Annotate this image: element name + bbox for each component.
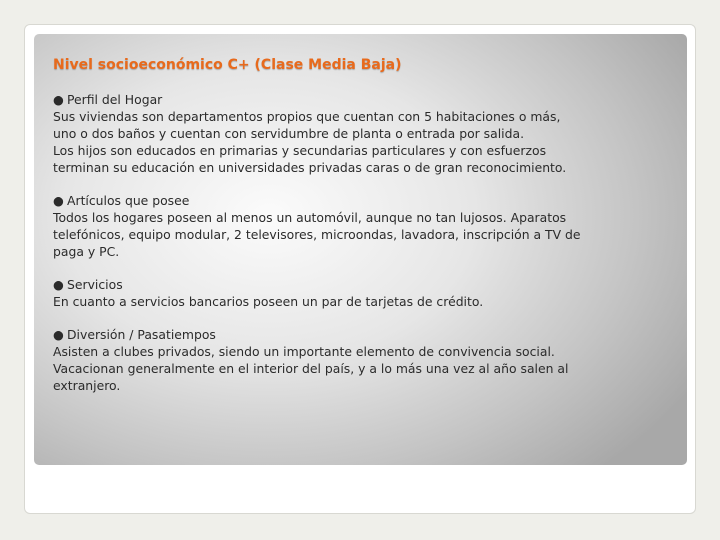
text-line: Asisten a clubes privados, siendo un importante elemento de convivencia social. [53, 344, 555, 359]
text-line: Vacacionan generalmente en el interior del país, y a lo más una vez al año salen al [53, 361, 569, 376]
text-line: uno o dos baños y cuentan con servidumbre de planta o entrada por salida. [53, 126, 525, 141]
text-line: extranjero. [53, 378, 121, 393]
section-heading [53, 192, 669, 209]
section-heading-text: Perfil del Hogar [67, 92, 163, 107]
section-perfil-hogar [53, 91, 669, 176]
section-heading-text: Artículos que posee [67, 193, 190, 208]
text-line: En cuanto a servicios bancarios poseen un par de tarjetas de crédito. [53, 294, 484, 309]
text-line: paga y PC. [53, 244, 120, 259]
text-line: terminan su educación en universidades privadas caras o de gran reconocimiento. [53, 160, 567, 175]
text-line: Los hijos son educados en primarias y secundarias particulares y con esfuerzos [53, 143, 547, 158]
text-line: Todos los hogares poseen al menos un automóvil, aunque no tan lujosos. Aparatos [53, 210, 567, 225]
text-line: telefónicos, equipo modular, 2 televisores, microondas, lavadora, inscripción a TV de [53, 227, 581, 242]
text-line: Sus viviendas son departamentos propios que cuentan con 5 habitaciones o más, [53, 109, 561, 124]
bullet-icon: ● [53, 92, 64, 107]
bullet-icon: ● [53, 193, 64, 208]
content-panel [34, 34, 687, 465]
slide-title: Nivel socioeconómico C+ (Clase Media Baja) [53, 57, 402, 73]
section-heading-text: Servicios [67, 277, 123, 292]
section-heading [53, 326, 669, 343]
section-heading [53, 276, 669, 293]
section-heading-text: Diversión / Pasatiempos [67, 327, 216, 342]
bullet-icon: ● [53, 327, 64, 342]
bullet-icon: ● [53, 277, 64, 292]
section-diversion [53, 326, 669, 394]
section-heading [53, 91, 669, 108]
section-articulos [53, 192, 669, 260]
section-servicios [53, 276, 669, 310]
